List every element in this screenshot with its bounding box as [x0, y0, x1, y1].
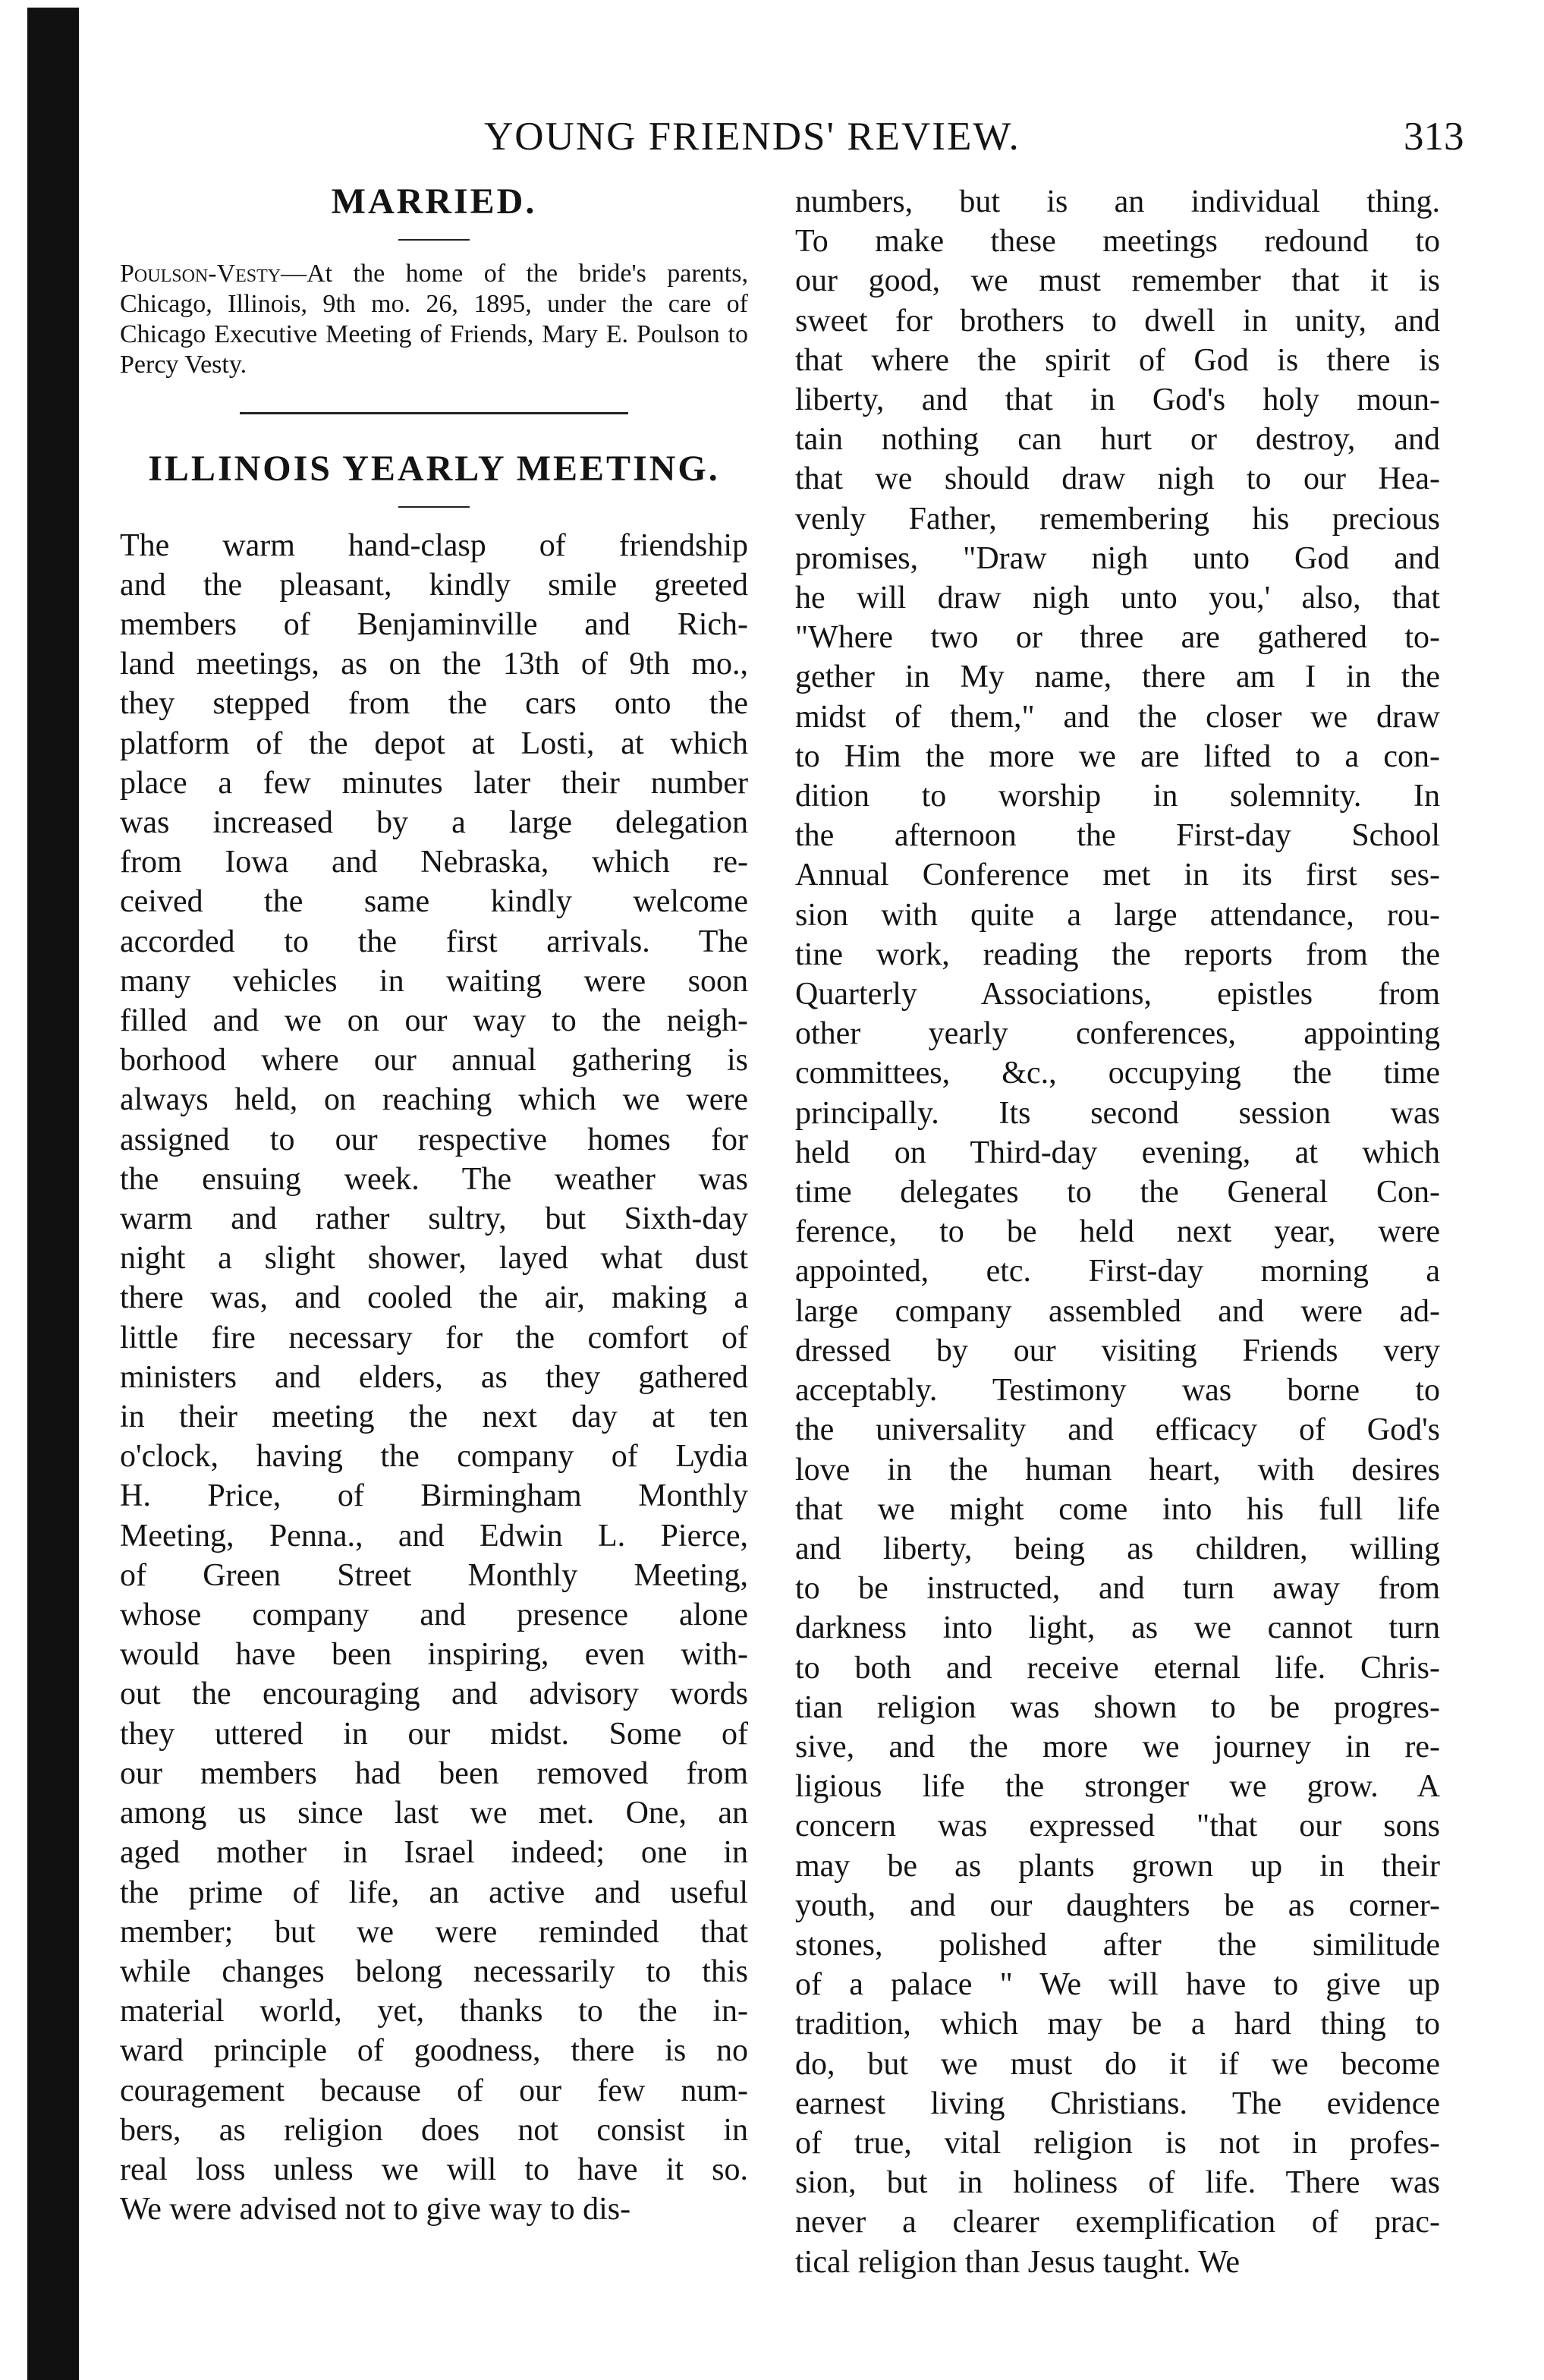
text-line: Quarterly Associations, epistles from	[795, 977, 1440, 1012]
text-line: place a few minutes later their number	[120, 765, 748, 801]
text-line: youth, and our daughters be as corner-	[795, 1887, 1440, 1923]
text-line: real loss unless we will to have it so.	[120, 2152, 748, 2187]
text-line: liberty, and that in God's holy moun-	[795, 382, 1440, 418]
text-line: they uttered in our midst. Some of	[120, 1716, 748, 1752]
text-line: many vehicles in waiting were soon	[120, 963, 748, 999]
text-line: never a clearer exemplification of prac-	[795, 2205, 1440, 2240]
text-line: they stepped from the cars onto the	[120, 686, 748, 722]
text-line: H. Price, of Birmingham Monthly	[120, 1478, 748, 1514]
text-line: time delegates to the General Con-	[795, 1175, 1440, 1210]
text-line: o'clock, having the company of Lydia	[120, 1439, 748, 1475]
text-line: stones, polished after the similitude	[795, 1927, 1440, 1963]
page-spine-shadow	[27, 8, 79, 2380]
text-line: and the pleasant, kindly smile greeted	[120, 567, 748, 603]
text-line: sive, and the more we journey in re-	[795, 1729, 1440, 1765]
text-line: whose company and presence alone	[120, 1598, 748, 1633]
text-line: assigned to our respective homes for	[120, 1122, 748, 1157]
text-line: principally. Its second session was	[795, 1095, 1440, 1131]
text-line: filled and we on our way to the neigh-	[120, 1003, 748, 1039]
text-line: large company assembled and were ad-	[795, 1293, 1440, 1329]
text-line: platform of the depot at Losti, at which	[120, 726, 748, 761]
text-line: darkness into light, as we cannot turn	[795, 1610, 1440, 1646]
text-line: held on Third-day evening, at which	[795, 1135, 1440, 1170]
text-line: night a slight shower, layed what dust	[120, 1241, 748, 1277]
text-line: gether in My name, there am I in the	[795, 660, 1440, 695]
text-line: other yearly conferences, appointing	[795, 1016, 1440, 1052]
text-line: ceived the same kindly welcome	[120, 884, 748, 920]
text-line: tian religion was shown to be progres-	[795, 1689, 1440, 1725]
text-line: would have been inspiring, even with-	[120, 1637, 748, 1673]
text-line: that we should draw nigh to our Hea-	[795, 461, 1440, 497]
text-line: and liberty, being as children, willing	[795, 1531, 1440, 1566]
text-line: To make these meetings redound to	[795, 224, 1440, 260]
marriage-names: Poulson-Vesty	[120, 259, 281, 288]
section-divider	[240, 412, 628, 414]
article-body-right	[795, 182, 1440, 2282]
text-line: little fire necessary for the comfort of	[120, 1320, 748, 1355]
text-line: out the encouraging and advisory words	[120, 1676, 748, 1712]
text-line: committees, &c., occupying the time	[795, 1056, 1440, 1091]
text-line: aged mother in Israel indeed; one in	[120, 1835, 748, 1871]
text-line: numbers, but is an individual thing.	[795, 184, 1440, 219]
text-line: ference, to be held next year, were	[795, 1214, 1440, 1250]
text-line: The warm hand-clasp of friendship	[120, 527, 748, 563]
text-line: that we might come into his full life	[795, 1491, 1440, 1527]
text-line: the afternoon the First-day School	[795, 818, 1440, 854]
text-line: warm and rather sultry, but Sixth-day	[120, 1201, 748, 1237]
text-line: sion with quite a large attendance, rou-	[795, 897, 1440, 933]
text-line: "Where two or three are gathered to-	[795, 620, 1440, 656]
text-line: in their meeting the next day at ten	[120, 1399, 748, 1435]
text-line: of Green Street Monthly Meeting,	[120, 1557, 748, 1593]
text-line: appointed, etc. First-day morning a	[795, 1254, 1440, 1289]
text-line: sweet for brothers to dwell in unity, and	[795, 303, 1440, 338]
text-line: tradition, which may be a hard thing to	[795, 2007, 1440, 2042]
text-line: material world, yet, thanks to the in-	[120, 1994, 748, 2029]
text-line: couragement because of our few num-	[120, 2073, 748, 2108]
text-line: midst of them," and the closer we draw	[795, 699, 1440, 735]
text-line: Meeting, Penna., and Edwin L. Pierce,	[120, 1518, 748, 1554]
text-line: do, but we must do it if we become	[795, 2046, 1440, 2082]
text-line: ward principle of goodness, there is no	[120, 2033, 748, 2069]
right-column	[795, 182, 1440, 2282]
text-line: always held, on reaching which we were	[120, 1082, 748, 1118]
text-line: members of Benjaminville and Rich-	[120, 607, 748, 642]
text-line: earnest living Christians. The evidence	[795, 2086, 1440, 2121]
text-line: tine work, reading the reports from the	[795, 937, 1440, 972]
text-line: was increased by a large delegation	[120, 805, 748, 841]
text-line: may be as plants grown up in their	[795, 1848, 1440, 1884]
text-line: tical religion than Jesus taught. We	[795, 2244, 1241, 2280]
text-line: dition to worship in solemnity. In	[795, 779, 1440, 814]
page-number: 313	[1404, 115, 1464, 159]
text-line: promises, "Draw nigh unto God and	[795, 540, 1440, 576]
married-heading: MARRIED.	[331, 181, 537, 222]
article-heading: ILLINOIS YEARLY MEETING.	[148, 448, 720, 489]
running-head-title: YOUNG FRIENDS' REVIEW.	[484, 115, 1020, 159]
text-line: love in the human heart, with desires	[795, 1452, 1440, 1488]
text-line: venly Father, remembering his precious	[795, 501, 1440, 537]
text-line: the ensuing week. The weather was	[120, 1161, 748, 1197]
text-line: he will draw nigh unto you,' also, that	[795, 581, 1440, 616]
text-line: among us since last we met. One, an	[120, 1796, 748, 1831]
text-line: tain nothing can hurt or destroy, and	[795, 422, 1440, 458]
text-line: to be instructed, and turn away from	[795, 1571, 1440, 1607]
text-line: to both and receive eternal life. Chris-	[795, 1650, 1440, 1686]
text-line: land meetings, as on the 13th of 9th mo.,	[120, 647, 748, 682]
text-line: our members had been removed from	[120, 1755, 748, 1791]
text-line: We were advised not to give way to dis-	[120, 2192, 631, 2227]
text-line: member; but we were reminded that	[120, 1914, 748, 1950]
text-line: dressed by our visiting Friends very	[795, 1333, 1440, 1368]
heading-rule	[398, 239, 470, 241]
text-line: ligious life the stronger we grow. A	[795, 1769, 1440, 1805]
text-line: to Him the more we are lifted to a con-	[795, 738, 1440, 774]
text-line: concern was expressed "that our sons	[795, 1809, 1440, 1844]
text-line: that where the spirit of God is there is	[795, 342, 1440, 378]
text-line: ministers and elders, as they gathered	[120, 1359, 748, 1395]
text-line: there was, and cooled the air, making a	[120, 1280, 748, 1316]
left-column	[120, 182, 748, 2229]
text-line: sion, but in holiness of life. There was	[795, 2165, 1440, 2201]
marriage-notice	[120, 259, 748, 380]
text-line: acceptably. Testimony was borne to	[795, 1373, 1440, 1409]
text-line: while changes belong necessarily to this	[120, 1953, 748, 1989]
text-line: our good, we must remember that it is	[795, 263, 1440, 299]
marriage-text: —At the home of the bride's parents, Chicago, Illinois, 9th mo. 26, 1895, under the care of Chicago Executive Meeting of Friends, Mary E. Poulson to Percy Vesty.	[120, 259, 748, 379]
article-body-left	[120, 526, 748, 2230]
text-line: borhood where our annual gathering is	[120, 1043, 748, 1078]
text-line: the universality and efficacy of God's	[795, 1412, 1440, 1448]
text-line: accorded to the first arrivals. The	[120, 924, 748, 959]
text-line: from Iowa and Nebraska, which re-	[120, 845, 748, 880]
text-line: the prime of life, an active and useful	[120, 1875, 748, 1910]
text-line: of a palace " We will have to give up	[795, 1967, 1440, 2003]
text-line: bers, as religion does not consist in	[120, 2112, 748, 2148]
heading-rule	[398, 506, 470, 508]
text-line: of true, vital religion is not in profes-	[795, 2125, 1440, 2161]
text-line: Annual Conference met in its first ses-	[795, 858, 1440, 893]
